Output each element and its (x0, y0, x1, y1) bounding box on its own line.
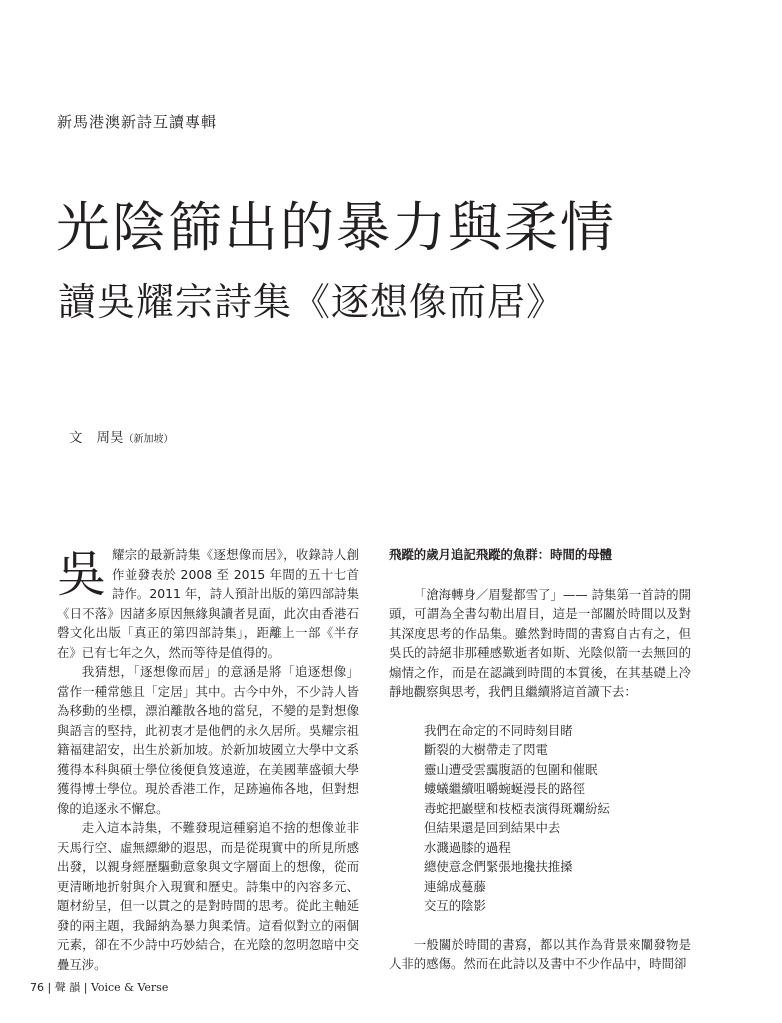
author-region: （新加坡） (123, 434, 174, 445)
page-number: 76 (30, 981, 44, 994)
page-footer (30, 979, 168, 995)
paragraph-text: 耀宗的最新詩集《逐想像而居》，收錄詩人創作並發表於 2008 至 2015 年間的五十七首詩作。2011 年，詩人預計出版的第四部詩集《日不落》因諸多原因無緣與讀者見面，此次由香港石磬文化出版「真正的第四部詩集」，距離上一部《半存在》已有七年之久，然而等待是值得的。 (57, 547, 359, 660)
poem-line: 靈山遭受雲靄腹語的包圍和催眠 (424, 761, 598, 777)
section-heading: 飛蹤的歲月追記飛蹤的魚群：時間的母體 (389, 547, 613, 562)
series-label: 新馬港澳新詩互讀專輯 (57, 113, 218, 131)
drop-cap: 吳 (57, 546, 107, 603)
poem-line: 水濺過膝的過程 (424, 839, 511, 855)
right-column (389, 545, 691, 974)
paragraph: 走入這本詩集，不難發現這種窮追不捨的想像並非天馬行空、虛無縹緲的遐思，而是從現實中的所見所感出發，以親身經歷驅動意象與文字層面上的想像，從而更清晰地折射與介入現實和歷史。詩集中的內容多元、題材紛呈，但一以貫之的是對時間的思考。從此主軸延發的兩主題，我歸納為暴力與柔情。這看似對立的兩個元素，卻在不少詩中巧妙結合，在光陰的忽明忽暗中交疊互涉。 (57, 820, 359, 972)
byline-prefix: 文 (69, 430, 83, 446)
footer-separator: | (47, 981, 52, 994)
article-title: 光陰篩出的暴力與柔情 (56, 196, 616, 259)
magazine-name-en: Voice & Verse (90, 981, 169, 994)
paragraph (57, 545, 359, 662)
poem-line: 連綿成蔓藤 (424, 878, 486, 894)
paragraph: 「滄海轉身／眉髮都雪了」—— 詩集第一首詩的開頭，可謂為全書勾勒出眉目，這是一部關於時間以及對其深度思考的作品集。雖然對時間的書寫自古有之，但吳氏的詩絕非那種感歎逝者如斯、光陰似箭一去無回的煽情之作，而是在認識到時間的本質後，在其基礎上冷靜地觀察與思考，我們且繼續將這首讀下去： (389, 586, 691, 699)
paragraph: 我猜想，「逐想像而居」的意涵是將「追逐想像」當作一種常態且「定居」其中。古今中外，不少詩人皆為移動的坐標，漂泊離散各地的當兒，不變的是對想像與語言的堅持，此初衷才是他們的永久居所。吳耀宗祖籍福建詔安，出生於新加坡。於新加坡國立大學中文系獲得本科與碩士學位後便負笈遠遊，在美國華盛頓大學獲得博士學位。現於香港工作，足跡遍佈各地，但對想像的追逐永不懈怠。 (57, 664, 359, 816)
paragraph: 一般關於時間的書寫，都以其作為背景來闡發物是人非的感傷。然而在此詩以及書中不少作品中，時間卻 (389, 936, 691, 971)
poem-line: 斷裂的大樹帶走了閃電 (424, 742, 548, 757)
poem-line: 毒蛇把巖壁和枝椏表演得斑斕紛紜 (424, 800, 610, 816)
poem-excerpt (424, 721, 691, 916)
author-name: 周昊 (96, 430, 124, 446)
magazine-name-cn: 聲 韻 (54, 981, 81, 994)
poem-line: 但結果還是回到結果中去 (424, 820, 561, 835)
poem-line: 總使意念們緊張地攙扶推搡 (424, 859, 573, 874)
poem-line: 我們在命定的不同時刻目睹 (424, 722, 573, 738)
byline (69, 426, 174, 446)
footer-separator: | (83, 981, 88, 994)
poem-line: 螻蟻繼續咀嚼蜿蜒漫長的路徑 (424, 781, 586, 796)
left-column (57, 545, 359, 974)
poem-line: 交互的陰影 (424, 898, 486, 913)
article-subtitle: 讀吳耀宗詩集《逐想像而居》 (58, 280, 566, 324)
